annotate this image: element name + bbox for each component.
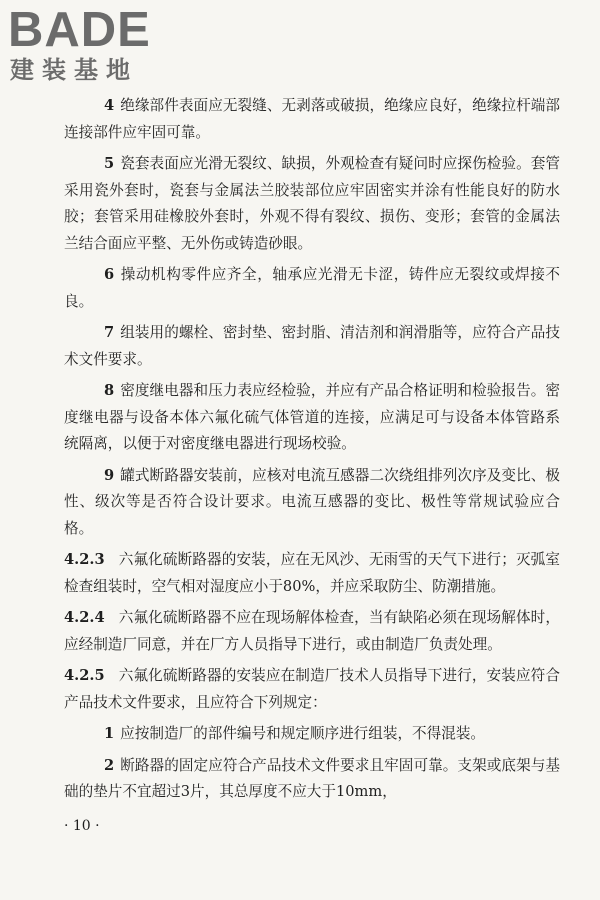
clause-paragraph	[64, 320, 560, 373]
clause-paragraph	[64, 378, 560, 458]
clause-text: 操动机构零件应齐全，轴承应光滑无卡涩，铸件应无裂纹或焊接不良。	[64, 266, 560, 310]
section-text: 六氟化硫断路器的安装，应在无风沙、无雨雪的天气下进行；灭弧室检查组装时，空气相对湿度应小于80%，并应采取防尘、防潮措施。	[64, 551, 560, 595]
clause-text: 密度继电器和压力表应经检验，并应有产品合格证明和检验报告。密度继电器与设备本体六氟化硫气体管道的连接，应满足可与设备本体管路系统隔离，以便于对密度继电器进行现场校验。	[64, 382, 560, 452]
list-item	[64, 753, 560, 806]
clause-number: 5	[104, 155, 115, 172]
item-number: 1	[104, 725, 115, 742]
clause-paragraph	[64, 463, 560, 543]
clause-number: 4	[104, 97, 115, 114]
item-number: 2	[104, 756, 115, 774]
list-item	[64, 721, 560, 748]
section-text: 六氟化硫断路器的安装应在制造厂技术人员指导下进行，安装应符合产品技术文件要求，且应符合下列规定：	[64, 667, 560, 711]
clause-text: 罐式断路器安装前，应核对电流互感器二次绕组排列次序及变比、极性、级次等是否符合设计要求。电流互感器的变比、极性等常规试验应合格。	[64, 466, 560, 537]
clause-paragraph	[64, 93, 560, 146]
section-paragraph	[64, 663, 560, 716]
clause-number: 9	[104, 466, 115, 484]
clause-paragraph	[64, 262, 560, 315]
section-paragraph	[64, 547, 560, 600]
clause-number: 6	[104, 266, 115, 283]
clause-text: 组装用的螺栓、密封垫、密封脂、清洁剂和润滑脂等，应符合产品技术文件要求。	[64, 324, 560, 368]
logo-wordmark: BADE	[8, 3, 151, 57]
item-text: 断路器的固定应符合产品技术文件要求且牢固可靠。支架或底架与基础的垫片不宜超过3片，其总厚度不应大于10mm，	[64, 756, 560, 800]
section-number: 4.2.3	[64, 551, 105, 568]
clause-number: 8	[104, 382, 115, 399]
section-paragraph	[64, 605, 560, 658]
item-text: 应按制造厂的部件编号和规定顺序进行组装，不得混装。	[120, 725, 486, 742]
clause-paragraph	[64, 151, 560, 257]
section-text: 六氟化硫断路器不应在现场解体检查，当有缺陷必须在现场解体时，应经制造厂同意，并在厂方人员指导下进行，或由制造厂负责处理。	[64, 609, 560, 653]
page-body	[64, 93, 560, 811]
clause-text: 绝缘部件表面应无裂缝、无剥落或破损，绝缘应良好，绝缘拉杆端部连接部件应牢固可靠。	[64, 97, 560, 141]
section-number: 4.2.4	[64, 609, 105, 626]
logo-subtitle: 建装基地	[10, 56, 138, 84]
clause-text: 瓷套表面应光滑无裂纹、缺损，外观检查有疑问时应探伤检验。套管采用瓷外套时，瓷套与金属法兰胶装部位应牢固密实并涂有性能良好的防水胶；套管采用硅橡胶外套时，外观不得有裂纹、损伤、变形；套管的金属法兰结合面应平整、无外伤或铸造砂眼。	[64, 155, 560, 252]
page-number: · 10 ·	[64, 818, 100, 834]
section-number: 4.2.5	[64, 667, 105, 684]
bade-logo	[8, 4, 180, 84]
clause-number: 7	[104, 324, 115, 341]
